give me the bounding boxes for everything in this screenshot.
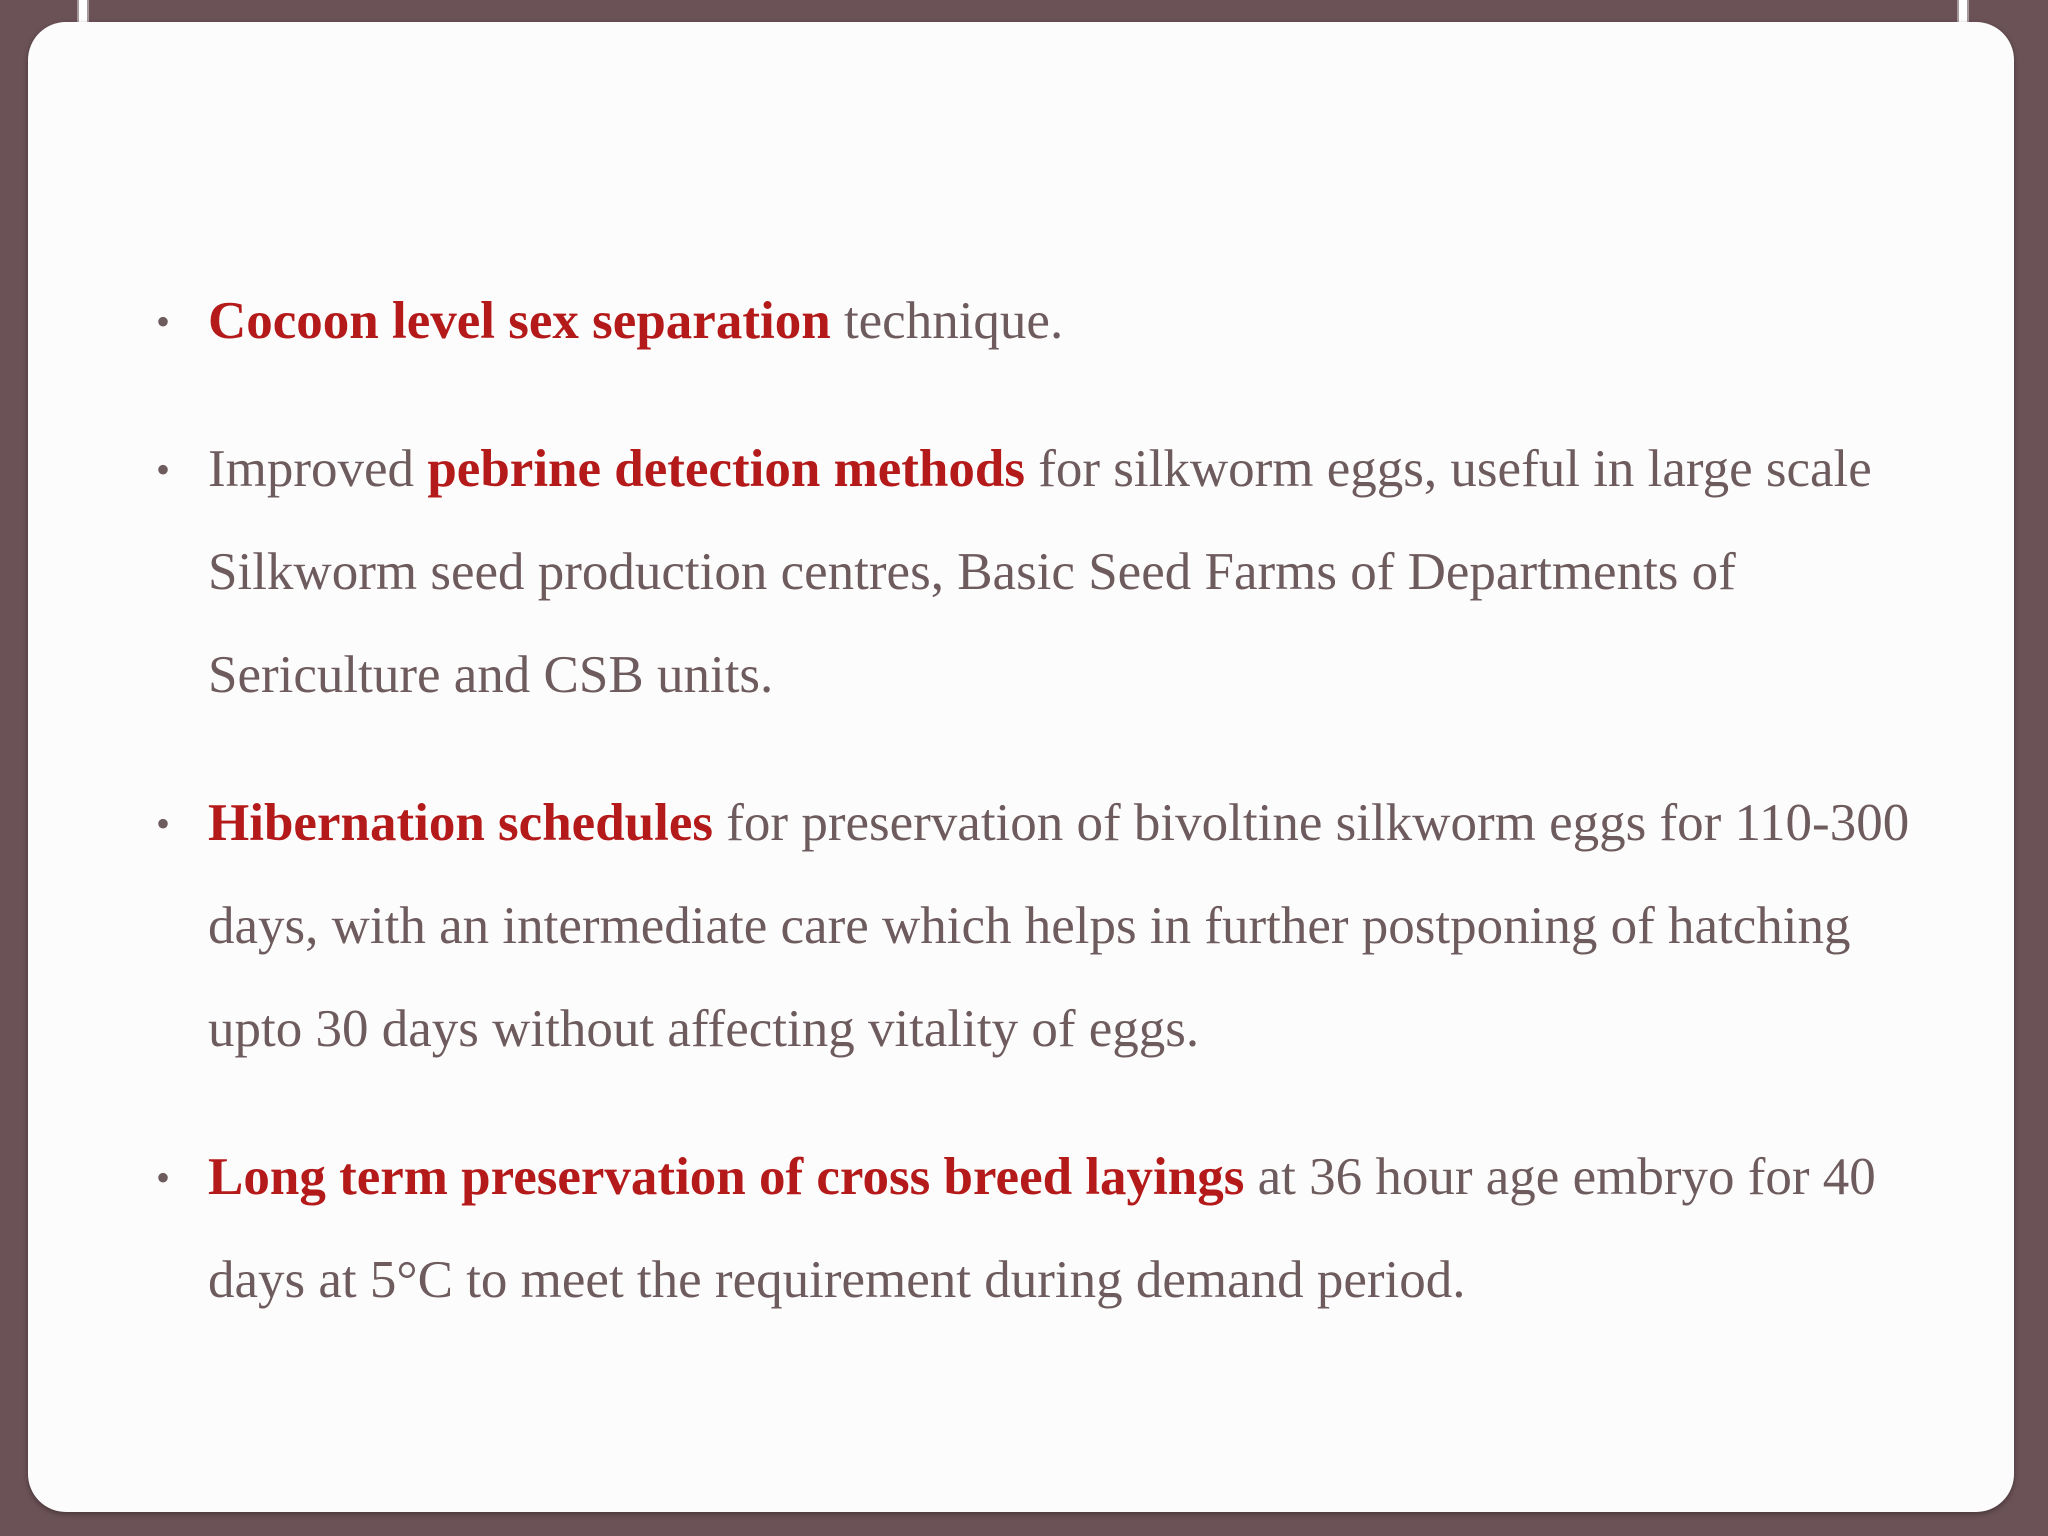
bullet-icon: • <box>156 801 171 846</box>
bullet-item-hibernation <box>150 772 1910 1081</box>
bullet-item-long-term-preservation <box>150 1126 1910 1332</box>
bullet-lead-text: Improved <box>208 440 428 498</box>
bullet-highlight-text: Cocoon level sex separation <box>208 292 831 350</box>
bullet-item-sex-separation <box>150 270 1910 373</box>
bullet-item-pebrine-detection <box>150 418 1910 727</box>
bullet-highlight-text: Hibernation schedules <box>208 794 714 852</box>
bullet-highlight-text: pebrine detection methods <box>427 440 1025 498</box>
bullet-body-text: for silkworm eggs, useful in large scale Silkworm seed production centres, Basic Seed Farms of Departments of Sericulture and CSB units. <box>208 440 1872 704</box>
bullet-body-text: for preservation of bivoltine silkworm eggs for 110-300 days, with an intermediate care which helps in further postponing of hatching upto 30 days without affecting vitality of eggs. <box>208 794 1910 1058</box>
bullet-body-text: technique. <box>830 292 1064 350</box>
bullet-icon: • <box>156 447 171 492</box>
bullet-highlight-text: Long term preservation of cross breed layings <box>208 1148 1245 1206</box>
bullet-list <box>150 270 1910 1377</box>
bullet-icon: • <box>156 1155 171 1200</box>
bullet-icon: • <box>156 299 171 344</box>
bullet-body-text: at 36 hour age embryo for 40 days at 5°C to meet the requirement during demand period. <box>208 1148 1876 1309</box>
